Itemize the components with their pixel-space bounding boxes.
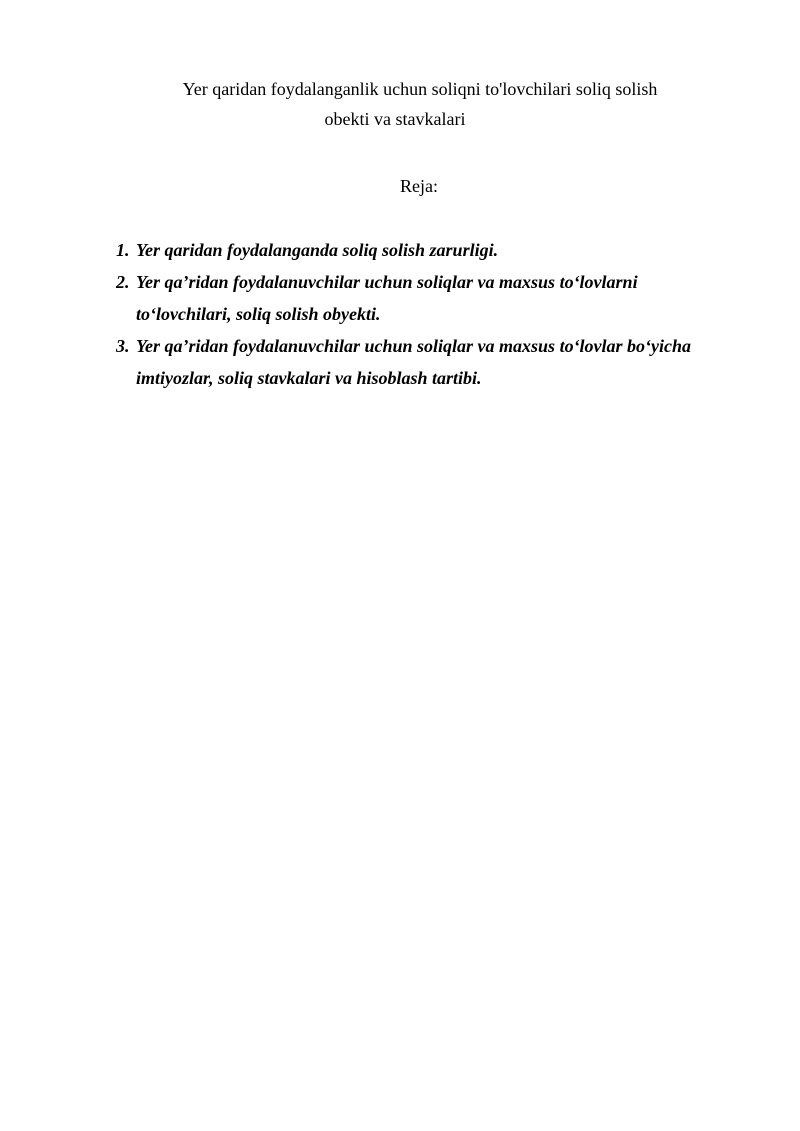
plan-list <box>116 234 716 394</box>
plan-item-number: 2. <box>116 272 130 292</box>
plan-item-2 <box>116 266 716 330</box>
plan-item-number: 1. <box>116 240 130 260</box>
title-line-2: obekti va stavkalari <box>324 109 466 129</box>
document-title <box>120 74 720 134</box>
plan-item-text: Yer qa’ridan foydalanuvchilar uchun soliqlar va maxsus to‘lovlar bo‘yicha imtiyozlar, soliq stavkalari va hisoblash tartibi. <box>136 336 692 388</box>
title-line-1: Yer qaridan foydalanganlik uchun soliqni to'lovchilari soliq solish <box>182 79 658 99</box>
plan-item-number: 3. <box>116 336 130 356</box>
plan-heading: Reja: <box>400 176 438 196</box>
plan-item-3 <box>116 330 716 394</box>
plan-item-1 <box>116 234 716 266</box>
plan-item-text: Yer qaridan foydalanganda soliq solish zarurligi. <box>136 240 499 260</box>
plan-item-text: Yer qa’ridan foydalanuvchilar uchun soliqlar va maxsus to‘lovlarni to‘lovchilari, soliq solish obyekti. <box>136 272 638 324</box>
